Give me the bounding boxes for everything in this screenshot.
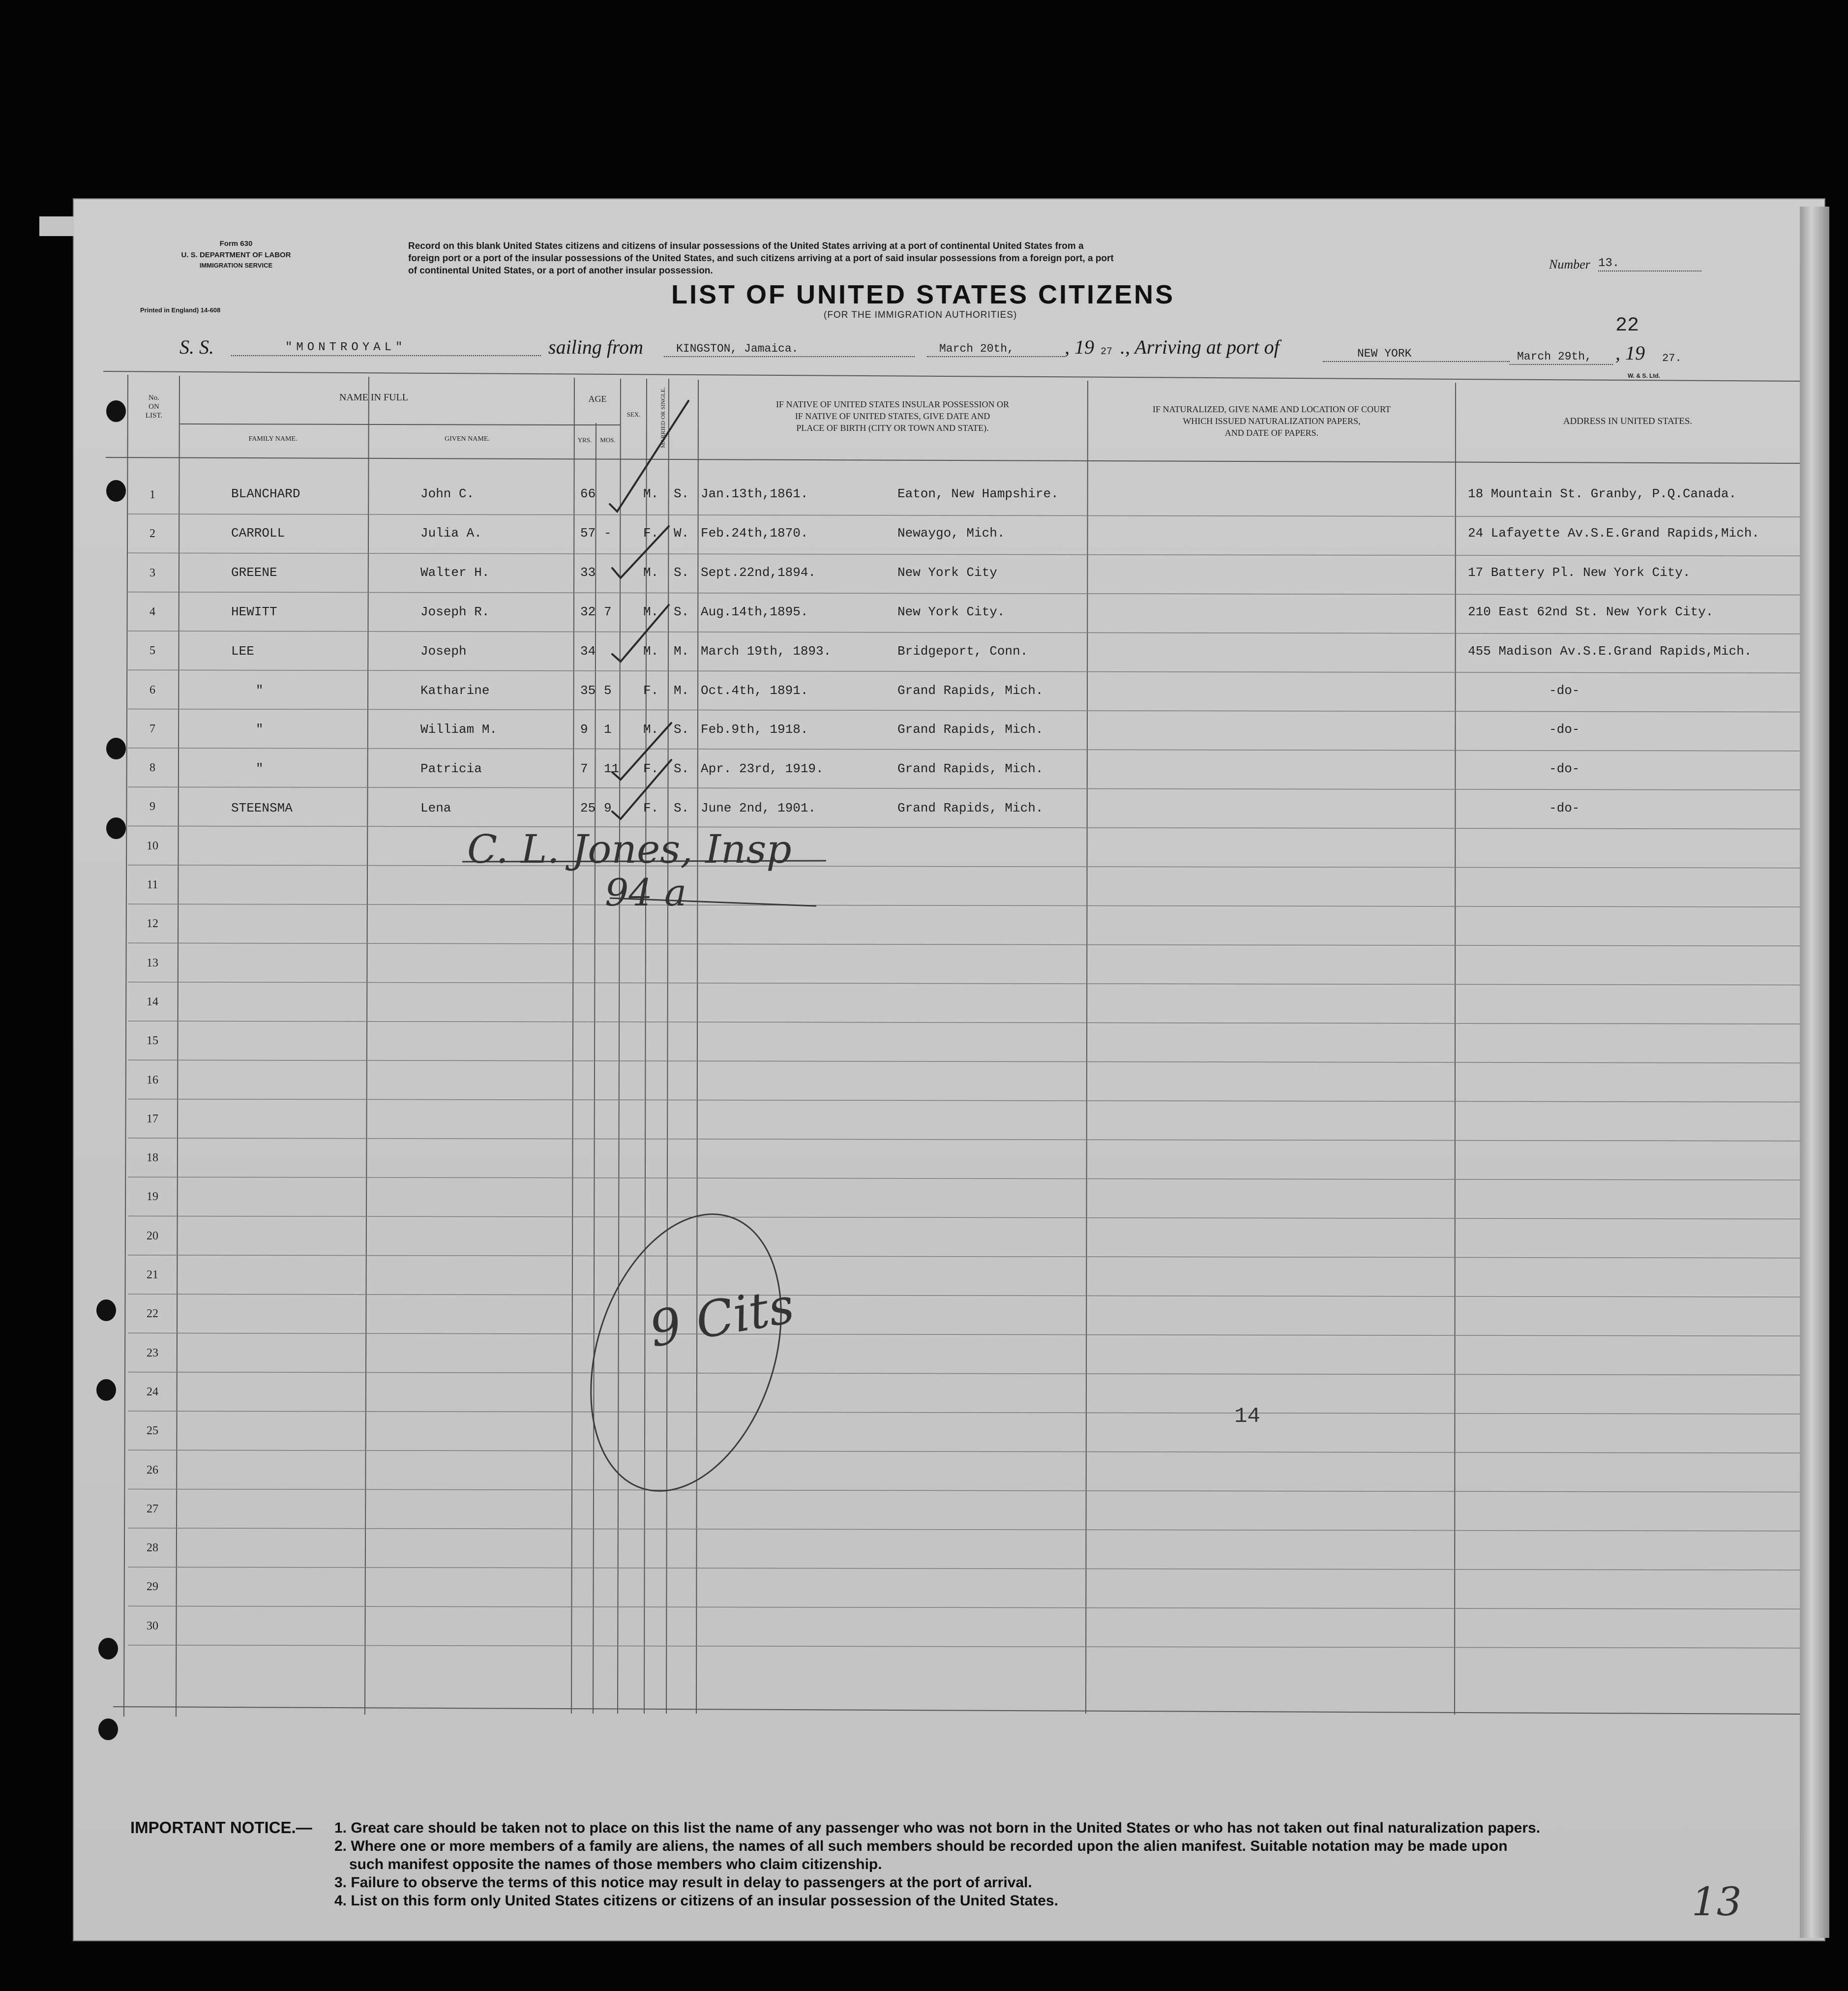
row-number: 9 [149, 800, 155, 814]
row-number: 11 [147, 878, 158, 891]
age-months-cell: 5 [604, 683, 612, 698]
row-number: 13 [147, 956, 158, 969]
birth-place-cell: Bridgeport, Conn. [897, 643, 1028, 659]
col-no-line: ON [149, 403, 159, 411]
row-number: 24 [147, 1385, 158, 1398]
arriving-label: ., Arriving at port of [1120, 336, 1280, 358]
col-birth-line: IF NATIVE OF UNITED STATES INSULAR POSSESSION OR [775, 399, 1010, 409]
notice-item-2: 2. Where one or more members of a family are aliens, the names of all such members should be recorded upon the alien manifest. Suitable notation may be made upon [334, 1838, 1508, 1854]
family-name-cell: LEE [231, 643, 254, 659]
age-months-cell: 1 [604, 722, 612, 737]
age-months-cell: 11 [604, 761, 620, 777]
family-name-cell: " [256, 761, 264, 777]
birth-date-cell: Aug.14th,1895. [701, 604, 808, 619]
marital-status-cell: S. [674, 486, 689, 501]
year-1: 27 [1101, 346, 1113, 358]
col-name-in-full: NAME IN FULL [339, 392, 408, 403]
family-name-cell: BLANCHARD [231, 486, 300, 501]
port-from: KINGSTON, Jamaica. [676, 342, 799, 355]
birth-place-cell: Grand Rapids, Mich. [897, 722, 1043, 737]
year-2: 27. [1662, 352, 1682, 364]
record-line: foreign port or a port of the insular possessions of the United States, and such citizens arriving at a port of said insular possessions from a foreign port, a port [408, 253, 1114, 264]
row-number: 22 [147, 1307, 158, 1321]
family-name-cell: " [256, 722, 264, 737]
row-number: 19 [147, 1190, 158, 1204]
row-number: 15 [147, 1034, 158, 1048]
form-number: Form 630 [219, 240, 253, 248]
notice-item-2-cont: such manifest opposite the names of those members who claim citizenship. [349, 1856, 882, 1872]
sex-cell: M. [643, 565, 659, 580]
address-cell: -do- [1549, 722, 1580, 737]
age-years-cell: 34 [580, 643, 596, 659]
col-given-name: GIVEN NAME. [445, 435, 490, 443]
birth-date-cell: Jan.13th,1861. [701, 486, 808, 501]
marital-status-cell: M. [674, 683, 689, 698]
col-birth-line: IF NATIVE OF UNITED STATES, GIVE DATE AND [795, 411, 990, 421]
birth-date-cell: Apr. 23rd, 1919. [701, 761, 824, 777]
marital-status-cell: S. [674, 761, 689, 777]
col-no-line: LIST. [145, 412, 163, 420]
col-age-mos: MOS. [600, 436, 616, 444]
family-name-cell: HEWITT [231, 604, 277, 619]
address-cell: -do- [1549, 761, 1580, 777]
sex-cell: F. [643, 761, 659, 777]
mid-number: 14 [1234, 1404, 1260, 1429]
sex-cell: M. [643, 643, 659, 659]
given-name-cell: Walter H. [420, 565, 490, 580]
family-name-cell: CARROLL [231, 525, 285, 541]
given-name-cell: Joseph R. [420, 604, 490, 619]
age-months-cell: 9 [604, 801, 612, 816]
age-months-cell: - [604, 525, 612, 541]
col-naturalized-line: WHICH ISSUED NATURALIZATION PAPERS, [1183, 416, 1361, 426]
service-name: IMMIGRATION SERVICE [199, 262, 273, 269]
corner-number: 13 [1692, 1879, 1742, 1925]
notice-item-3: 3. Failure to observe the terms of this notice may result in delay to passengers at the port of arrival. [334, 1874, 1032, 1891]
sailing-from-label: sailing from [548, 336, 643, 358]
row-number: 21 [147, 1268, 158, 1281]
age-years-cell: 25 [580, 801, 596, 816]
birth-place-cell: Grand Rapids, Mich. [897, 761, 1043, 777]
marital-status-cell: W. [674, 525, 689, 541]
page-number: 22 [1615, 315, 1639, 337]
ss-label: S. S. [179, 336, 214, 358]
row-number: 5 [149, 644, 155, 658]
row-number: 1 [149, 488, 155, 501]
col-naturalized-line: AND DATE OF PAPERS. [1224, 428, 1319, 438]
row-number: 29 [147, 1580, 158, 1594]
given-name-cell: Joseph [420, 643, 467, 659]
row-number: 16 [147, 1073, 158, 1086]
printer-mark: W. & S. Ltd. [1628, 372, 1660, 379]
col-family-name: FAMILY NAME. [248, 435, 298, 443]
number-label: Number [1549, 257, 1590, 272]
address-cell: -do- [1549, 801, 1580, 816]
row-number: 26 [147, 1463, 158, 1477]
row-number: 14 [147, 995, 158, 1008]
row-number: 25 [147, 1424, 158, 1438]
address-cell: -do- [1549, 683, 1580, 698]
given-name-cell: Patricia [420, 761, 482, 777]
marital-status-cell: M. [674, 643, 689, 659]
department-name: U. S. DEPARTMENT OF LABOR [181, 251, 291, 259]
row-number: 10 [147, 839, 158, 852]
birth-place-cell: Grand Rapids, Mich. [897, 801, 1043, 816]
age-years-cell: 33 [580, 565, 596, 580]
address-cell: 210 East 62nd St. New York City. [1468, 604, 1714, 619]
inspector-code: 94 a [605, 871, 687, 914]
birth-date-cell: Oct.4th, 1891. [701, 683, 808, 698]
port-to: NEW YORK [1357, 347, 1412, 360]
address-cell: 18 Mountain St. Granby, P.Q.Canada. [1468, 486, 1737, 501]
sail-date: March 20th, [939, 342, 1014, 355]
birth-place-cell: Eaton, New Hampshire. [897, 486, 1059, 501]
birth-place-cell: New York City. [897, 604, 1005, 619]
given-name-cell: William M. [420, 722, 498, 737]
family-name-cell: " [256, 683, 264, 698]
row-number: 17 [147, 1112, 158, 1125]
marital-status-cell: S. [674, 801, 689, 816]
family-name-cell: STEENSMA [231, 801, 293, 816]
birth-place-cell: Newaygo, Mich. [897, 525, 1005, 541]
birth-date-cell: Sept.22nd,1894. [701, 565, 816, 580]
ship-name: "MONTROYAL" [285, 341, 407, 354]
printed-note: Printed in England) 14-608 [140, 306, 221, 314]
address-cell: 455 Madison Av.S.E.Grand Rapids,Mich. [1468, 643, 1752, 659]
row-number: 2 [149, 527, 155, 541]
col-naturalized-line: IF NATURALIZED, GIVE NAME AND LOCATION OF COURT [1153, 404, 1391, 414]
notice-heading: IMPORTANT NOTICE.— [130, 1818, 312, 1837]
age-years-cell: 32 [580, 604, 596, 619]
birth-date-cell: March 19th, 1893. [701, 643, 832, 659]
year-prefix-1: , 19 [1065, 336, 1094, 358]
row-number: 8 [149, 761, 155, 775]
age-years-cell: 35 [580, 683, 596, 698]
given-name-cell: Lena [420, 801, 451, 816]
row-number: 3 [149, 566, 155, 579]
given-name-cell: John C. [420, 486, 475, 501]
marital-status-cell: S. [674, 722, 689, 737]
sex-cell: M. [643, 722, 659, 737]
age-years-cell: 57 [580, 525, 596, 541]
year-prefix-2: , 19 [1615, 342, 1645, 364]
row-number: 6 [149, 683, 155, 696]
birth-place-cell: New York City [897, 565, 997, 580]
notice-item-1: 1. Great care should be taken not to place on this list the name of any passenger who was not born in the United States or who has not taken out final naturalization papers. [334, 1820, 1541, 1836]
birth-place-cell: Grand Rapids, Mich. [897, 683, 1043, 698]
row-number: 28 [147, 1541, 158, 1555]
row-number: 23 [147, 1346, 158, 1359]
inspector-signature: C. L. Jones, Insp [467, 826, 792, 872]
given-name-cell: Julia A. [420, 525, 482, 541]
sex-cell: M. [643, 604, 659, 619]
row-number: 18 [147, 1151, 158, 1165]
row-number: 27 [147, 1502, 158, 1515]
row-number: 7 [149, 722, 155, 735]
notice-item-4: 4. List on this form only United States citizens or citizens of an insular possession of the United States. [334, 1893, 1058, 1909]
col-no-line: No. [148, 394, 160, 402]
age-years-cell: 9 [580, 722, 588, 737]
record-line: Record on this blank United States citizens and citizens of insular possessions of the United States arriving at a port of continental United States from a [408, 241, 1084, 251]
row-number: 4 [149, 605, 155, 618]
col-age: AGE [588, 394, 607, 404]
age-months-cell: 7 [604, 604, 612, 619]
address-cell: 17 Battery Pl. New York City. [1468, 565, 1691, 580]
age-years-cell: 66 [580, 486, 596, 501]
row-number: 20 [147, 1229, 158, 1242]
sex-cell: F. [643, 683, 659, 698]
col-married-single: MARRIED OR SINGLE. [659, 387, 666, 448]
sex-cell: F. [643, 801, 659, 816]
given-name-cell: Katharine [420, 683, 490, 698]
col-age-yrs: YRS. [577, 436, 592, 444]
marital-status-cell: S. [674, 565, 689, 580]
col-address: ADDRESS IN UNITED STATES. [1563, 416, 1693, 426]
birth-date-cell: Feb.9th, 1918. [701, 722, 808, 737]
record-line: of continental United States, or a port of another insular possession. [408, 266, 713, 276]
number-value: 13. [1598, 257, 1620, 270]
arrive-date: March 29th, [1517, 350, 1592, 363]
col-birth-line: PLACE OF BIRTH (CITY OR TOWN AND STATE). [796, 423, 989, 433]
row-number: 30 [147, 1619, 158, 1632]
birth-date-cell: Feb.24th,1870. [701, 525, 808, 541]
sex-cell: F. [643, 525, 659, 541]
citizen-count: 9 Cits [645, 1276, 799, 1358]
document-subtitle: (FOR THE IMMIGRATION AUTHORITIES) [824, 310, 1017, 320]
col-sex: SEX. [626, 411, 641, 418]
age-years-cell: 7 [580, 761, 588, 777]
sex-cell: M. [643, 486, 659, 501]
birth-date-cell: June 2nd, 1901. [701, 801, 816, 816]
family-name-cell: GREENE [231, 565, 277, 580]
document-title: LIST OF UNITED STATES CITIZENS [671, 280, 1175, 309]
row-number: 12 [147, 917, 158, 931]
marital-status-cell: S. [674, 604, 689, 619]
address-cell: 24 Lafayette Av.S.E.Grand Rapids,Mich. [1468, 525, 1759, 541]
